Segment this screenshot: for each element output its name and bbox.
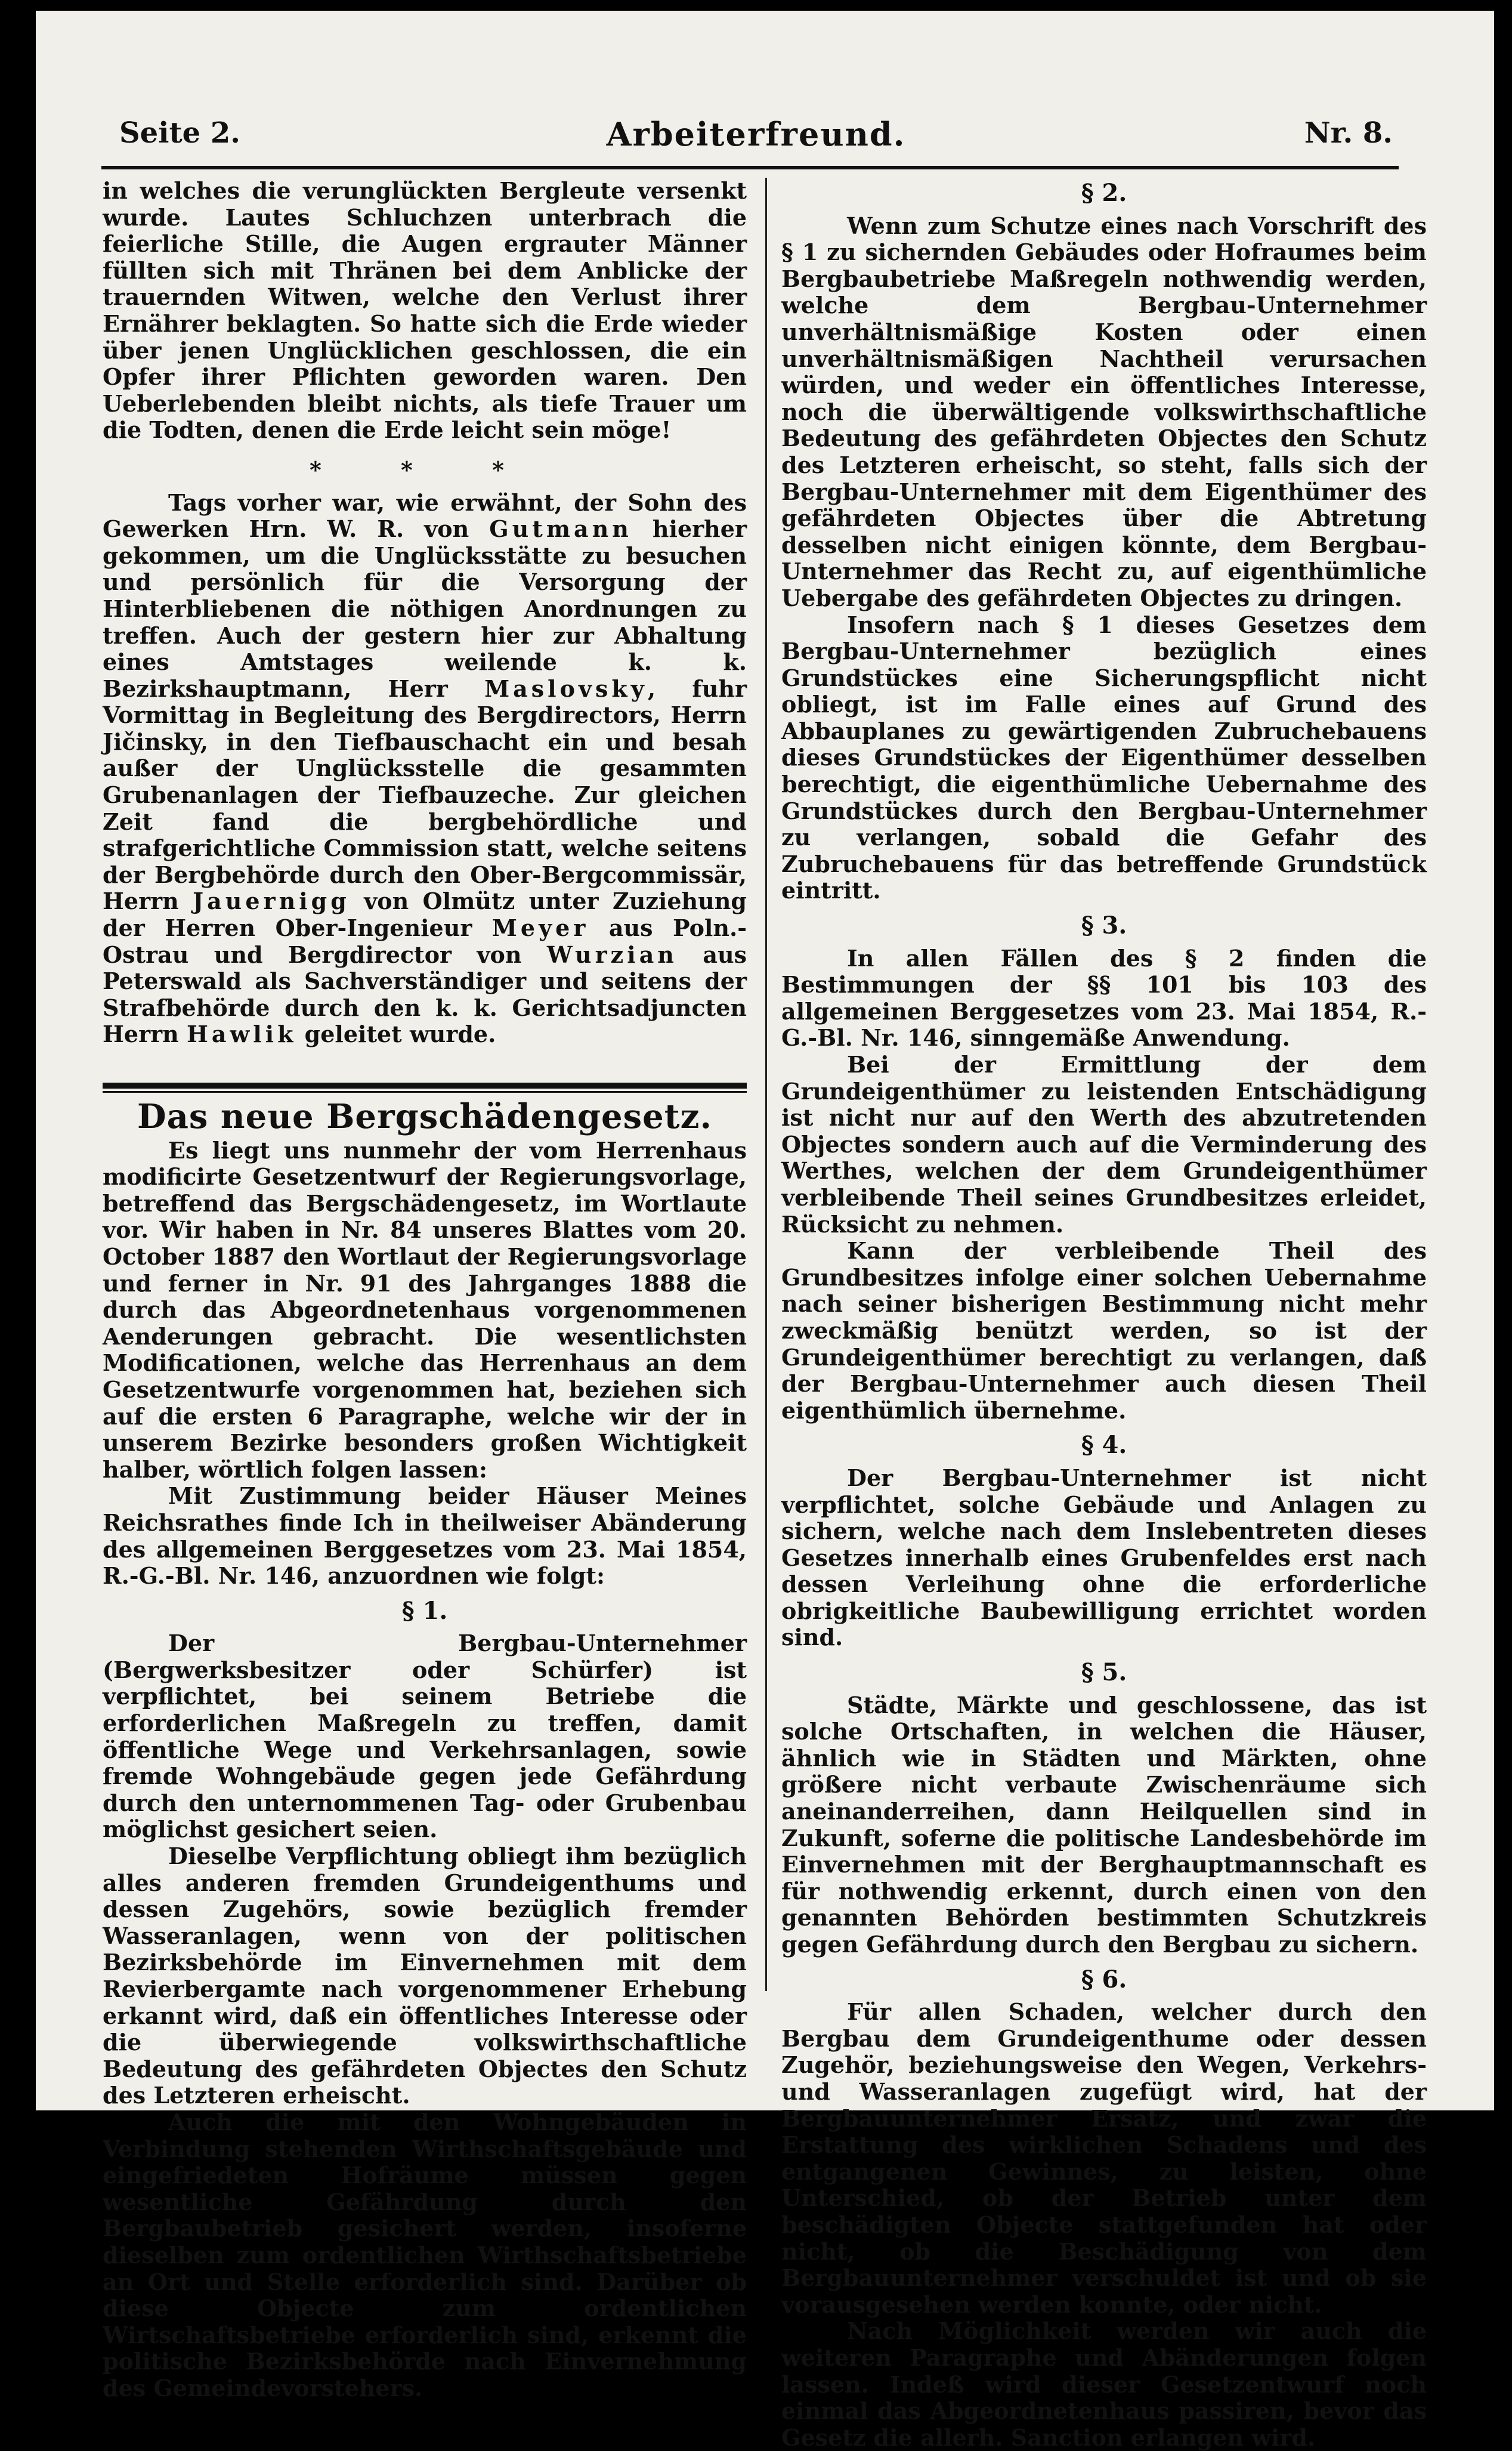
column-divider [765,178,767,1991]
name-wurzian: Wurzian [546,941,678,968]
article-rule-thin [103,1091,747,1093]
name-gutmann: Gutmann [489,515,632,543]
paragraph-3-text-a: In allen Fällen des § 2 finden die Bestimmungen der §§ 101 bis 103 des allgemeinen Berggesetzes vom 23. Mai 1854, R.-G.-Bl. Nr. 146, sinngemäße Anwendung. [781,944,1427,1052]
article-title: Das neue Bergschädengesetz. [137,1097,712,1136]
paragraph-2-text-a: Wenn zum Schutze eines nach Vorschrift des § 1 zu sichernden Gebäudes oder Hofraumes beim Bergbaubetriebe Maßregeln nothwendig werden, welche dem Bergbau-Unternehmer unverhältnismäßige Kosten oder einen unverhältnismäßigen Nachtheil verursachen würden, und weder ein öffentliches Interesse, noch die überwältigende volkswirthschaftliche Bedeutung des gefährdeten Objectes den Schutz des Letzteren erheischt, so steht, falls sich der Bergbau-Unternehmer mit dem Eigenthümer des gefährdeten Objectes über die Abtretung desselben nicht einigen könnte, dem Bergbau-Unternehmer das Recht zu, auf eigenthümliche Uebergabe des gefährdeten Objectes zu dringen. [781,212,1427,611]
inspection-report [103,490,747,1048]
paragraph-2-heading: § 2. [1081,179,1127,207]
report-text-f: aus Peterswald als Sachverständiger und seitens der Strafbehörde durch den k. k. Gerichtsadjuncten Herrn [103,941,747,1048]
paragraph-6-heading: § 6. [1081,1965,1127,1993]
closing-note: Nach Möglichkeit werden wir auch die weiteren Paragraphe und Abänderungen folgen lassen. Indeß wird dieser Gesetzentwurf noch einmal das Abgeordnetenhaus passiren, bevor das Gesetz die allerh. Sanction erlangen wird. [781,2317,1427,2451]
right-column [781,178,1427,2451]
report-text-d: von Olmütz unter Zuziehung der Herren Ober-Ingenieur [103,888,747,942]
paragraph-1-heading: § 1. [401,1596,448,1625]
paragraph-5-text: Städte, Märkte und geschlossene, das ist solche Ortschaften, in welchen die Häuser, ähnlich wie in Städten und Märkten, ohne größere nicht verbaute Zwischenräume sich aneinanderreihen, dann Heilquellen sind in Zukunft, soferne die politische Landesbehörde im Einvernehmen mit der Berghauptmannschaft es für nothwendig erkennt, durch einen von den genannten Behörden bestimmten Schutzkreis gegen Gefährdung durch den Bergbau zu sichern. [781,1691,1427,1958]
name-meyer: Meyer [491,914,589,942]
article-rule-thick [103,1083,747,1089]
report-text-e: aus Poln.-Ostrau und Bergdirector von [103,914,747,968]
name-maslovsky: Maslovsky [484,675,648,702]
paragraph-5-heading: § 5. [1081,1658,1127,1687]
paragraph-4-text: Der Bergbau-Unternehmer ist nicht verpflichtet, solche Gebäude und Anlagen zu sichern, welche nach dem Inslebentreten dieses Gesetzes innerhalb eines Grubenfeldes erst nach dessen Verleihung ohne die erforderliche obrigkeitliche Baubewilligung errichtet worden sind. [781,1464,1427,1651]
masthead-title: Arbeiterfreund. [606,115,906,153]
funeral-paragraph: in welches die verunglückten Bergleute versenkt wurde. Lautes Schluchzen unterbrach die feierliche Stille, die Augen ergrauter Männer füllten sich mit Thränen bei dem Anblicke der trauernden Witwen, welche den Verlust ihrer Ernährer beklagten. So hatte sich die Erde wieder über jenen Unglücklichen geschlossen, die ein Opfer ihrer Pflichten geworden waren. Den Ueberlebenden bleibt nichts, als tiefe Trauer um die Todten, denen die Erde leicht sein möge! [103,177,747,444]
page-header [119,116,1393,158]
left-column [103,177,747,2401]
paragraph-3-text-b: Bei der Ermittlung der dem Grundeigenthümer zu leistenden Entschädigung ist nicht nur auf den Werth des abzutretenden Objectes sondern auch auf die Verminderung des Werthes, welchen der dem Grundeigenthümer verbleibende Theil seines Grundbesitzes erleidet, Rücksicht zu nehmen. [781,1051,1427,1238]
paragraph-6-text: Für allen Schaden, welcher durch den Bergbau dem Grundeigenthume oder dessen Zugehör, beziehungsweise den Wegen, Verkehrs- und Wasseranlagen zugefügt wird, hat der Bergbauunternehmer Ersatz, und zwar die Erstattung des wirklichen Schadens und des entgangenen Gewinnes, zu leisten, ohne Unterschied, ob der Betrieb unter dem beschädigten Objecte stattgefunden hat oder nicht, ob die Beschädigung von dem Bergbauunternehmer verschuldet ist und ob sie vorausgesehen werden konnte, oder nicht. [781,1998,1427,2318]
paragraph-2-text-b: Insofern nach § 1 dieses Gesetzes dem Bergbau-Unternehmer bezüglich eines Grundstückes eine Sicherungspflicht nicht obliegt, ist im Falle eines auf Grund des Abbauplanes zu gewärtigenden Zubruchebauens dieses Grundstückes der Eigenthümer desselben berechtigt, die eigenthümliche Uebernahme des Grundstückes durch den Bergbau-Unternehmer zu verlangen, sobald die Gefahr des Zubruchebauens für das betreffende Grundstück eintritt. [781,611,1427,904]
issue-number: Nr. 8. [1304,116,1393,150]
header-rule [101,166,1399,169]
paragraph-3-heading: § 3. [1081,911,1127,940]
report-text-a: Tags vorher war, wie erwähnt, der Sohn des Gewerken Hrn. W. R. von [103,489,747,543]
paragraph-1-text-a: Der Bergbau-Unternehmer (Bergwerksbesitzer oder Schürfer) ist verpflichtet, bei seinem Betriebe die erforderlichen Maßregeln zu treffen, damit öffentliche Wege und Verkehrsanlagen, sowie fremde Wohngebäude gegen jede Gefährdung durch den unternommenen Tag- oder Grubenbau möglichst gesichert seien. [103,1630,747,1843]
report-text-c: , fuhr Vormittag in Begleitung des Bergdirectors, Herrn Jičinsky, in den Tiefbauschacht ein und besah außer der Unglücksstelle die gesammten Grubenanlagen der Tiefbauzeche. Zur gleichen Zeit fand die bergbehördliche und strafgerichtliche Commission statt, welche seitens der Bergbehörde durch den Ober-Bergcommissär, Herrn [103,675,747,915]
decree-preamble: Mit Zustimmung beider Häuser Meines Reichsrathes finde Ich in theilweiser Abänderung des allgemeinen Berggesetzes vom 23. Mai 1854, R.-G.-Bl. Nr. 146, anzuordnen wie folgt: [103,1482,747,1590]
report-text-b: hierher gekommen, um die Unglücksstätte zu besuchen und persönlich für die Versorgung der Hinterbliebenen die nöthigen Anordnungen zu treffen. Auch der gestern hier zur Abhaltung eines Amtstages weilende k. k. Bezirkshauptmann, Herr [103,515,747,702]
report-text-g: geleitet wurde. [304,1021,496,1048]
paragraph-1-text-b: Dieselbe Verpflichtung obliegt ihm bezüglich alles anderen fremden Grundeigenthums und dessen Zugehörs, sowie bezüglich fremder Wasseranlagen, wenn von der politischen Bezirksbehörde im Einvernehmen mit dem Revierbergamte nach vorgenommener Erhebung erkannt wird, daß ein öffentliches Interesse oder die überwiegende volkswirthschaftliche Bedeutung des gefährdeten Objectes den Schutz des Letzteren erheischt. [103,1843,747,2109]
section-stars: * * * [309,456,540,483]
article-intro: Es liegt uns nunmehr der vom Herrenhaus modificirte Gesetzentwurf der Regierungsvorlage, betreffend das Bergschädengesetz, im Wortlaute vor. Wir haben in Nr. 84 unseres Blattes vom 20. October 1887 den Wortlaut der Regierungsvorlage und ferner in Nr. 91 des Jahrganges 1888 die durch das Abgeordnetenhaus vorgenommenen Aenderungen gebracht. Die wesentlichsten Modificationen, welche das Herrenhaus an dem Gesetzentwurfe vorgenommen hat, beziehen sich auf die ersten 6 Paragraphe, welche wir der in unserem Bezirke besonders großen Wichtigkeit halber, wörtlich folgen lassen: [103,1136,747,1483]
name-jauernigg: Jauernigg [193,888,350,915]
paragraph-1-text-c: Auch die mit den Wohngebäuden in Verbindung stehenden Wirthschaftsgebäude und eingefriedeten Hofräume müssen gegen wesentliche Gefährdung durch den Bergbaubetrieb gesichert werden, insoferne dieselben zum ordentlichen Wirthschaftsbetriebe an Ort und Stelle erforderlich sind. Darüber ob diese Objecte zum ordentlichen Wirtschaftsbetriebe erforderlich sind, erkennt die politische Bezirksbehörde nach Einvernehmung des Gemeindevorstehers. [103,2108,747,2401]
paragraph-4-heading: § 4. [1081,1431,1127,1460]
name-hawlik: Hawlik [186,1021,297,1048]
paragraph-3-text-c: Kann der verbleibende Theil des Grundbesitzes infolge einer solchen Uebernahme nach seiner bisherigen Bestimmung nicht mehr zweckmäßig benützt werden, so ist der Grundeigenthümer berechtigt zu verlangen, daß der Bergbau-Unternehmer auch diesen Theil eigenthümlich übernehme. [781,1237,1427,1424]
page-number: Seite 2. [119,116,240,150]
